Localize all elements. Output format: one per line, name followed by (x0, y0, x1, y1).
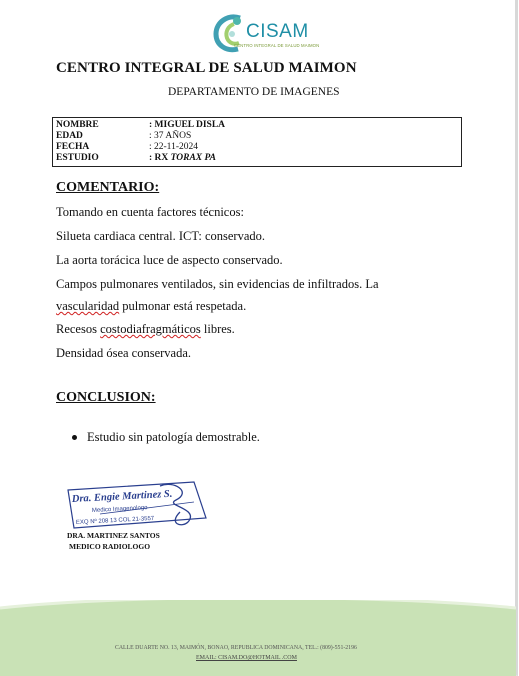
comment-line: Densidad ósea conservada. (56, 346, 192, 360)
info-label: EDAD (56, 131, 83, 141)
logo-emblem-icon (210, 12, 250, 56)
department-title: DEPARTAMENTO DE IMAGENES (168, 86, 340, 98)
study-prefix: : RX (149, 153, 171, 163)
info-value: : 37 AÑOS (149, 131, 192, 141)
comment-line: La aorta torácica luce de aspecto conservado. (56, 253, 283, 267)
cisam-logo (210, 12, 320, 56)
comment-line: Campos pulmonares ventilados, sin evidencias de infiltrados. La (56, 277, 379, 291)
doctor-name: DRA. MARTINEZ SANTOS (67, 531, 160, 540)
stamp-exq: EXQ Nº 208 13 COL 21-3557 (75, 515, 155, 526)
comment-line (56, 299, 246, 314)
info-value (149, 152, 216, 164)
comment-text: pulmonar está respetada. (119, 299, 247, 313)
logo-text: CISAM (246, 21, 309, 42)
info-label: NOMBRE (56, 120, 99, 130)
bullet-icon (72, 435, 77, 440)
info-value: : 22-11-2024 (149, 142, 198, 152)
comment-heading: COMENTARIO: (56, 180, 160, 195)
spellcheck-word: vascularidad (56, 299, 120, 313)
signature-stamp (64, 478, 214, 534)
comment-text: Recesos (56, 322, 101, 336)
conclusion-heading: CONCLUSION: (56, 390, 156, 405)
comment-line (56, 322, 235, 337)
conclusion-item: Estudio sin patología demostrable. (87, 430, 260, 444)
footer-wave (0, 600, 516, 676)
comment-text: libres. (200, 322, 235, 336)
stamp-name: Dra. Engie Martinez S. (71, 488, 173, 505)
center-title: CENTRO INTEGRAL DE SALUD MAIMON (56, 60, 357, 76)
spellcheck-word: costodiafragmáticos (100, 322, 201, 336)
info-value: : MIGUEL DISLA (149, 120, 226, 130)
study-name: TORAX PA (170, 153, 216, 163)
info-label: ESTUDIO (56, 153, 99, 163)
footer-email-link[interactable]: EMAIL: CISAM.DO@HOTMAIL .COM (196, 655, 297, 661)
info-label: FECHA (56, 142, 90, 152)
logo-subtitle: CENTRO INTEGRAL DE SALUD MAIMON (234, 43, 320, 48)
footer-address: CALLE DUARTE NO. 13, MAIMÓN, BONAO, REPUBLICA DOMINICANA, TEL.: (809)-551-2196 (115, 645, 357, 651)
stamp-title: Medico Imagenologo (91, 505, 148, 514)
patient-info-box (52, 117, 462, 167)
comment-line: Tomando en cuenta factores técnicos: (56, 205, 244, 219)
doctor-role: MEDICO RADIOLOGO (69, 542, 151, 551)
comment-line: Silueta cardiaca central. ICT: conservado. (56, 229, 266, 243)
